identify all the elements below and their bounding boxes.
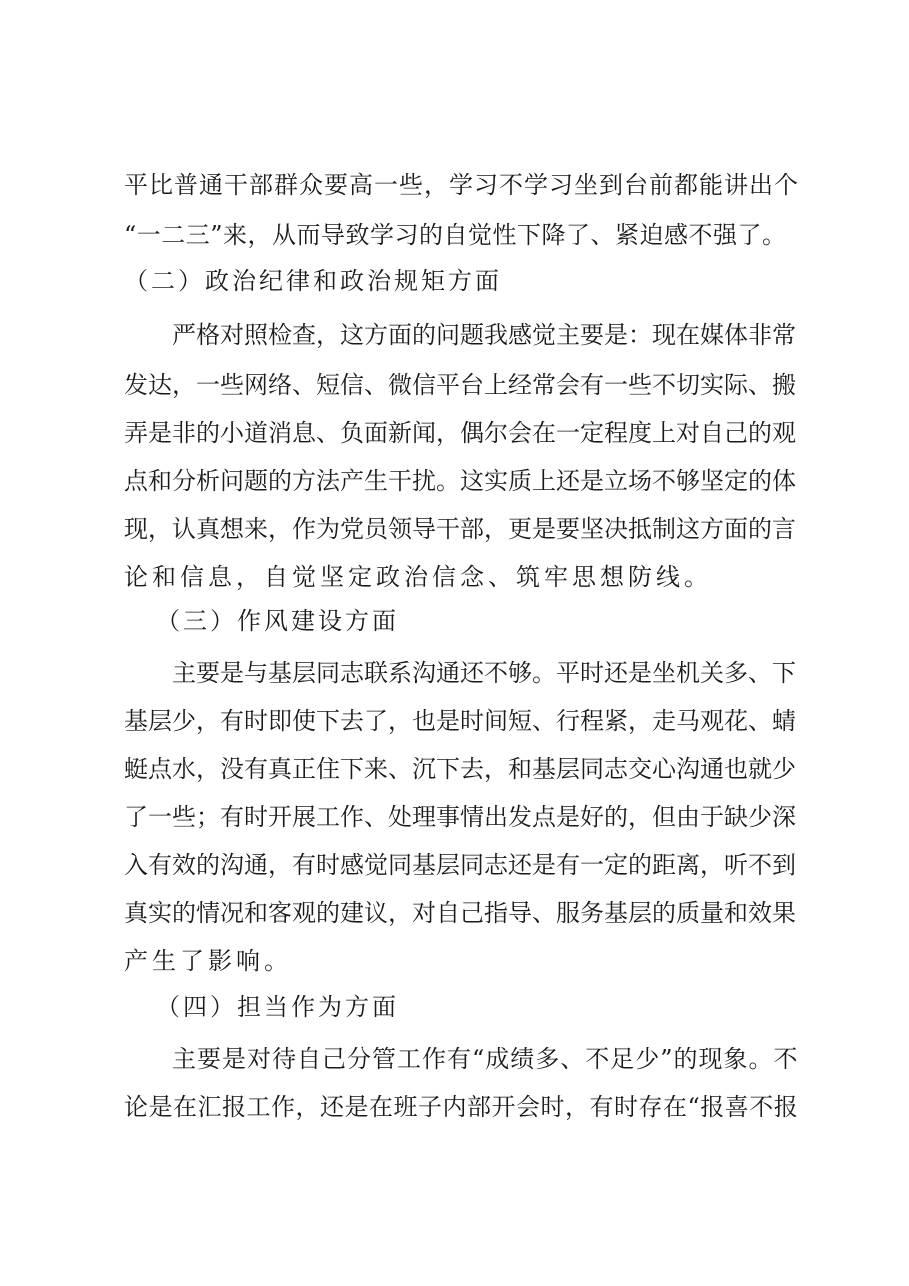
text-line: 严格对照检查，这方面的问题我感觉主要是：现在媒体非常 <box>172 321 796 349</box>
text-line: 论是在汇报工作，还是在班子内部开会时，有时存在“报喜不报 <box>124 1093 799 1121</box>
text-line: 主要是与基层同志联系沟通还不够。平时还是坐机关多、下 <box>172 659 796 687</box>
section-heading: （三）作风建设方面 <box>156 607 399 635</box>
text-line: 点和分析问题的方法产生干扰。这实质上还是立场不够坚定的体 <box>124 467 796 495</box>
text-line: 发达，一些网络、短信、微信平台上经常会有一些不切实际、搬 <box>124 371 796 399</box>
text-line: “一二三”来，从而导致学习的自觉性下降了、紧迫感不强了。 <box>124 221 787 249</box>
section-heading: （四）担当作为方面 <box>156 993 399 1021</box>
text-line: 入有效的沟通，有时感觉同基层同志还是有一定的距离，听不到 <box>124 851 796 879</box>
section-heading: （二）政治纪律和政治规矩方面 <box>124 267 502 295</box>
text-line: 产生了影响。 <box>124 947 292 975</box>
text-line: 真实的情况和客观的建议，对自己指导、服务基层的质量和效果 <box>124 899 796 927</box>
text-line: 平比普通干部群众要高一些，学习不学习坐到台前都能讲出个 <box>124 171 799 199</box>
text-line: 现，认真想来，作为党员领导干部，更是要坚决抵制这方面的言 <box>124 515 796 543</box>
text-line: 基层少，有时即使下去了，也是时间短、行程紧，走马观花、蜻 <box>124 707 796 735</box>
text-line: 主要是对待自己分管工作有“成绩多、不足少”的现象。不 <box>172 1045 799 1073</box>
text-line: 了一些；有时开展工作、处理事情出发点是好的，但由于缺少深 <box>124 803 796 831</box>
text-line: 蜓点水，没有真正住下来、沉下去，和基层同志交心沟通也就少 <box>124 755 796 783</box>
text-line: 论和信息，自觉坚定政治信念、筑牢思想防线。 <box>124 563 712 591</box>
text-line: 弄是非的小道消息、负面新闻，偶尔会在一定程度上对自己的观 <box>124 419 796 447</box>
